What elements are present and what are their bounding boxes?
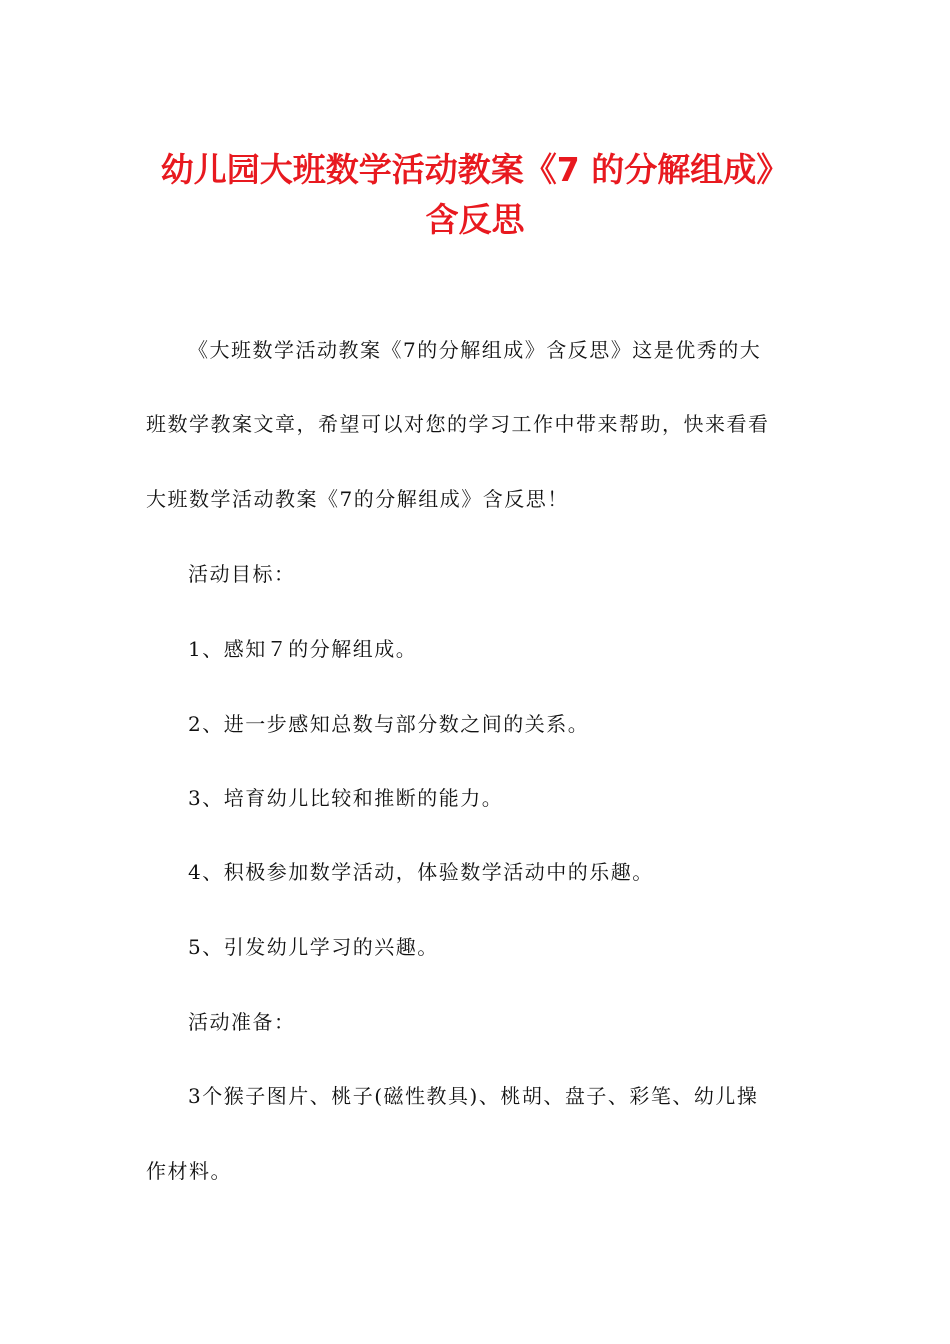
intro-line-3: 大班数学活动教案《7的分解组成》含反思！ [146,487,569,511]
goal-item-1: 1、感知７的分解组成。 [188,637,418,661]
goals-heading: 活动目标： [188,562,296,586]
prep-heading: 活动准备： [188,1010,296,1034]
intro-line-2: 班数学教案文章，希望可以对您的学习工作中带来帮助，快来看看 [146,412,770,436]
document-title-line-2: 含反思 [425,200,525,239]
prep-line-2: 作材料。 [146,1159,232,1183]
intro-line-1: 《大班数学活动教案《7的分解组成》含反思》这是优秀的大 [188,338,762,362]
prep-line-1: 3个猴子图片、桃子(磁性教具)、桃胡、盘子、彩笔、幼儿操 [188,1084,759,1108]
goal-item-4: 4、积极参加数学活动，体验数学活动中的乐趣。 [188,860,654,884]
goal-item-2: 2、进一步感知总数与部分数之间的关系。 [188,712,590,736]
goal-item-5: 5、引发幼儿学习的兴趣。 [188,935,439,959]
document-title-line-1: 幼儿园大班数学活动教案《7 的分解组成》 [160,150,790,189]
goal-item-3: 3、培育幼儿比较和推断的能力。 [188,786,504,810]
